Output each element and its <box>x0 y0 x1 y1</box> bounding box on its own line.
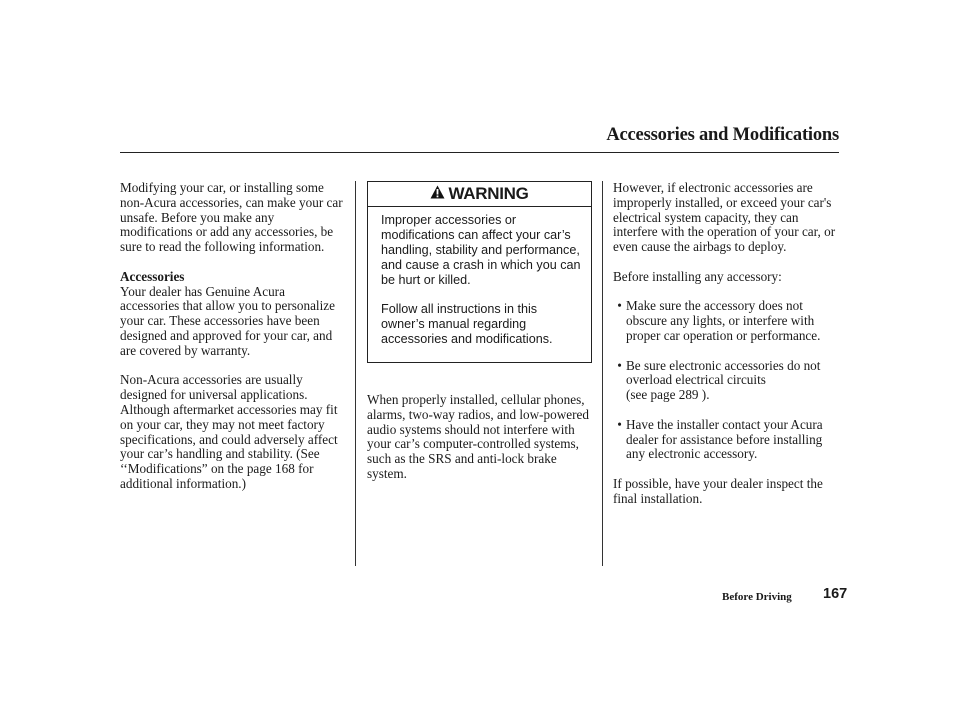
bullet-text: Make sure the accessory does not obscure any lights, or interfere with proper car operation or performance. <box>626 298 821 343</box>
however-paragraph: However, if electronic accessories are improperly installed, or exceed your car's electrical system capacity, they can interfere with the operation of your car, or even cause the airbags to deploy. <box>613 180 836 255</box>
final-installation-paragraph: If possible, have your dealer inspect the final installation. <box>613 475 823 506</box>
page-reference-link[interactable]: 289 <box>678 387 699 403</box>
bullet-text: Have the installer contact your Acura dealer for assistance before installing any electronic accessory. <box>626 416 823 462</box>
page-title: Accessories and Modifications <box>606 125 839 145</box>
bullet-text-main: Be sure electronic accessories do not overload electrical circuits <box>626 357 821 388</box>
intro-paragraph: Modifying your car, or installing some non-Acura accessories, can make your car unsafe. Before you make any modifications or add any accessories, be sure to read the following information. <box>120 180 343 255</box>
column-middle <box>367 181 595 482</box>
warning-text-1: Improper accessories or modifications can affect your car’s handling, stability and performance, and cause a crash in which you can be hurt or killed. <box>381 213 581 287</box>
warning-triangle-icon <box>430 185 445 203</box>
non-acura-paragraph <box>120 373 345 491</box>
before-installing-paragraph: Before installing any accessory: <box>613 268 782 284</box>
non-acura-text: Non-Acura accessories are usually designed for universal applications. Although aftermarket accessories may fit on your car, they may not meet factory specifications, and could adversely affect your car’s handling and stability. (See ‘‘Modifications” on the page <box>120 372 338 477</box>
bullet-ref-prefix: (see page <box>626 387 676 403</box>
bullet-ref-suffix: ). <box>701 387 710 403</box>
title-divider <box>120 152 839 153</box>
accessories-paragraph: Your dealer has Genuine Acura accessories that allow you to personalize your car. These accessories have been designed and approved for your car, and are covered by warranty. <box>120 283 335 358</box>
bullet-text <box>626 359 841 403</box>
page-number: 167 <box>823 586 848 602</box>
column-right <box>613 181 841 507</box>
list-item <box>613 299 841 343</box>
bullet-dot: • <box>617 357 622 373</box>
non-acura-text-end: for additional information.) <box>120 461 314 491</box>
warning-text-2: Follow all instructions in this owner’s manual regarding accessories and modifications. <box>381 302 553 346</box>
warning-box <box>367 181 592 363</box>
bullet-dot: • <box>617 416 622 432</box>
accessories-heading: Accessories <box>120 268 185 284</box>
cellular-paragraph: When properly installed, cellular phones, alarms, two-way radios, and low-powered audio systems should not interfere with your car’s computer-controlled systems, such as the SRS and anti-lock brake system. <box>367 392 589 481</box>
warning-label: WARNING <box>448 183 529 203</box>
warning-body <box>368 207 591 347</box>
column-left <box>120 181 345 492</box>
page-reference-link[interactable]: 168 <box>275 461 295 477</box>
bullet-dot: • <box>617 298 622 314</box>
list-item <box>613 418 841 462</box>
warning-header <box>368 182 591 207</box>
column-divider-1 <box>355 181 356 566</box>
footer-section-name: Before Driving <box>722 591 792 603</box>
column-divider-2 <box>602 181 603 566</box>
list-item <box>613 359 841 403</box>
